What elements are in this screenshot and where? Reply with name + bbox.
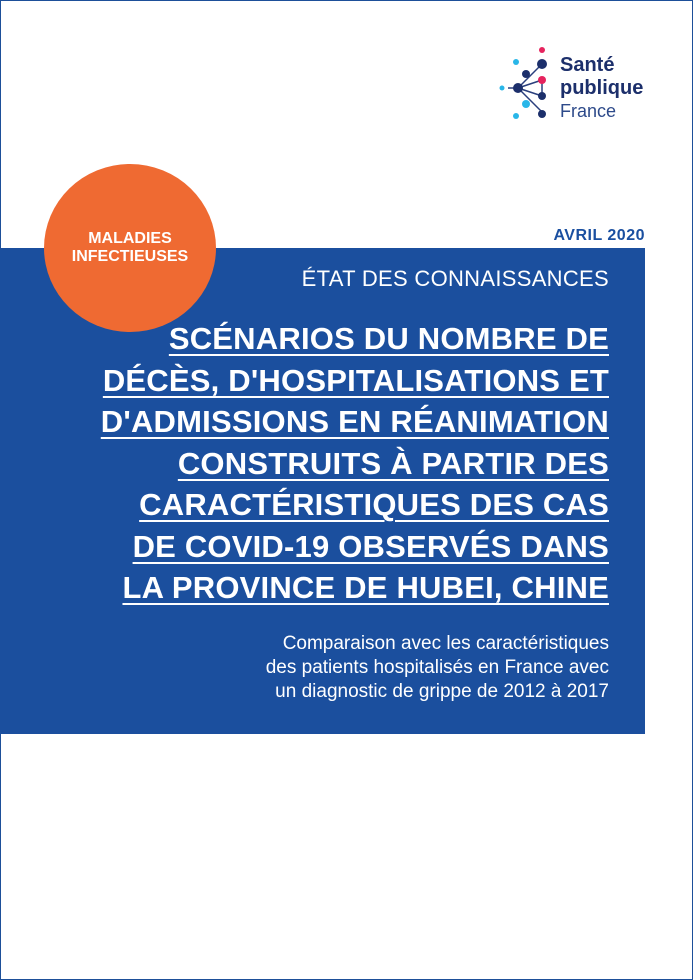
subtitle-line: Comparaison avec les caractéristiques (282, 633, 609, 654)
category-badge (44, 164, 216, 332)
publication-date: AVRIL 2020 (553, 227, 645, 244)
badge-line-2: INFECTIEUSES (71, 248, 189, 265)
title-line: CONSTRUITS À PARTIR DES (177, 445, 609, 481)
title-line: D'ADMISSIONS EN RÉANIMATION (100, 404, 609, 439)
document-title (89, 318, 609, 609)
title-line: DE COVID-19 OBSERVÉS DANS (132, 528, 609, 564)
sante-publique-france-logo (498, 44, 658, 128)
network-logo-icon (498, 44, 560, 128)
subtitle-line: des patients hospitalisés en France avec (265, 657, 609, 678)
logo-line-1: Santé (560, 54, 615, 76)
title-line: LA PROVINCE DE HUBEI, CHINE (122, 570, 609, 605)
subtitle-line: un diagnostic de grippe de 2012 à 2017 (275, 681, 609, 702)
title-line: SCÉNARIOS DU NOMBRE DE (168, 321, 609, 356)
logo-line-2: publique (560, 77, 644, 99)
document-subtitle (129, 632, 609, 704)
logo-text (560, 54, 643, 123)
logo-line-3: France (560, 101, 617, 121)
title-line: DÉCÈS, D'HOSPITALISATIONS ET (102, 362, 609, 398)
title-line: CARACTÉRISTIQUES DES CAS (139, 487, 609, 522)
document-type: ÉTAT DES CONNAISSANCES (301, 266, 609, 291)
badge-line-1: MALADIES (88, 230, 172, 247)
